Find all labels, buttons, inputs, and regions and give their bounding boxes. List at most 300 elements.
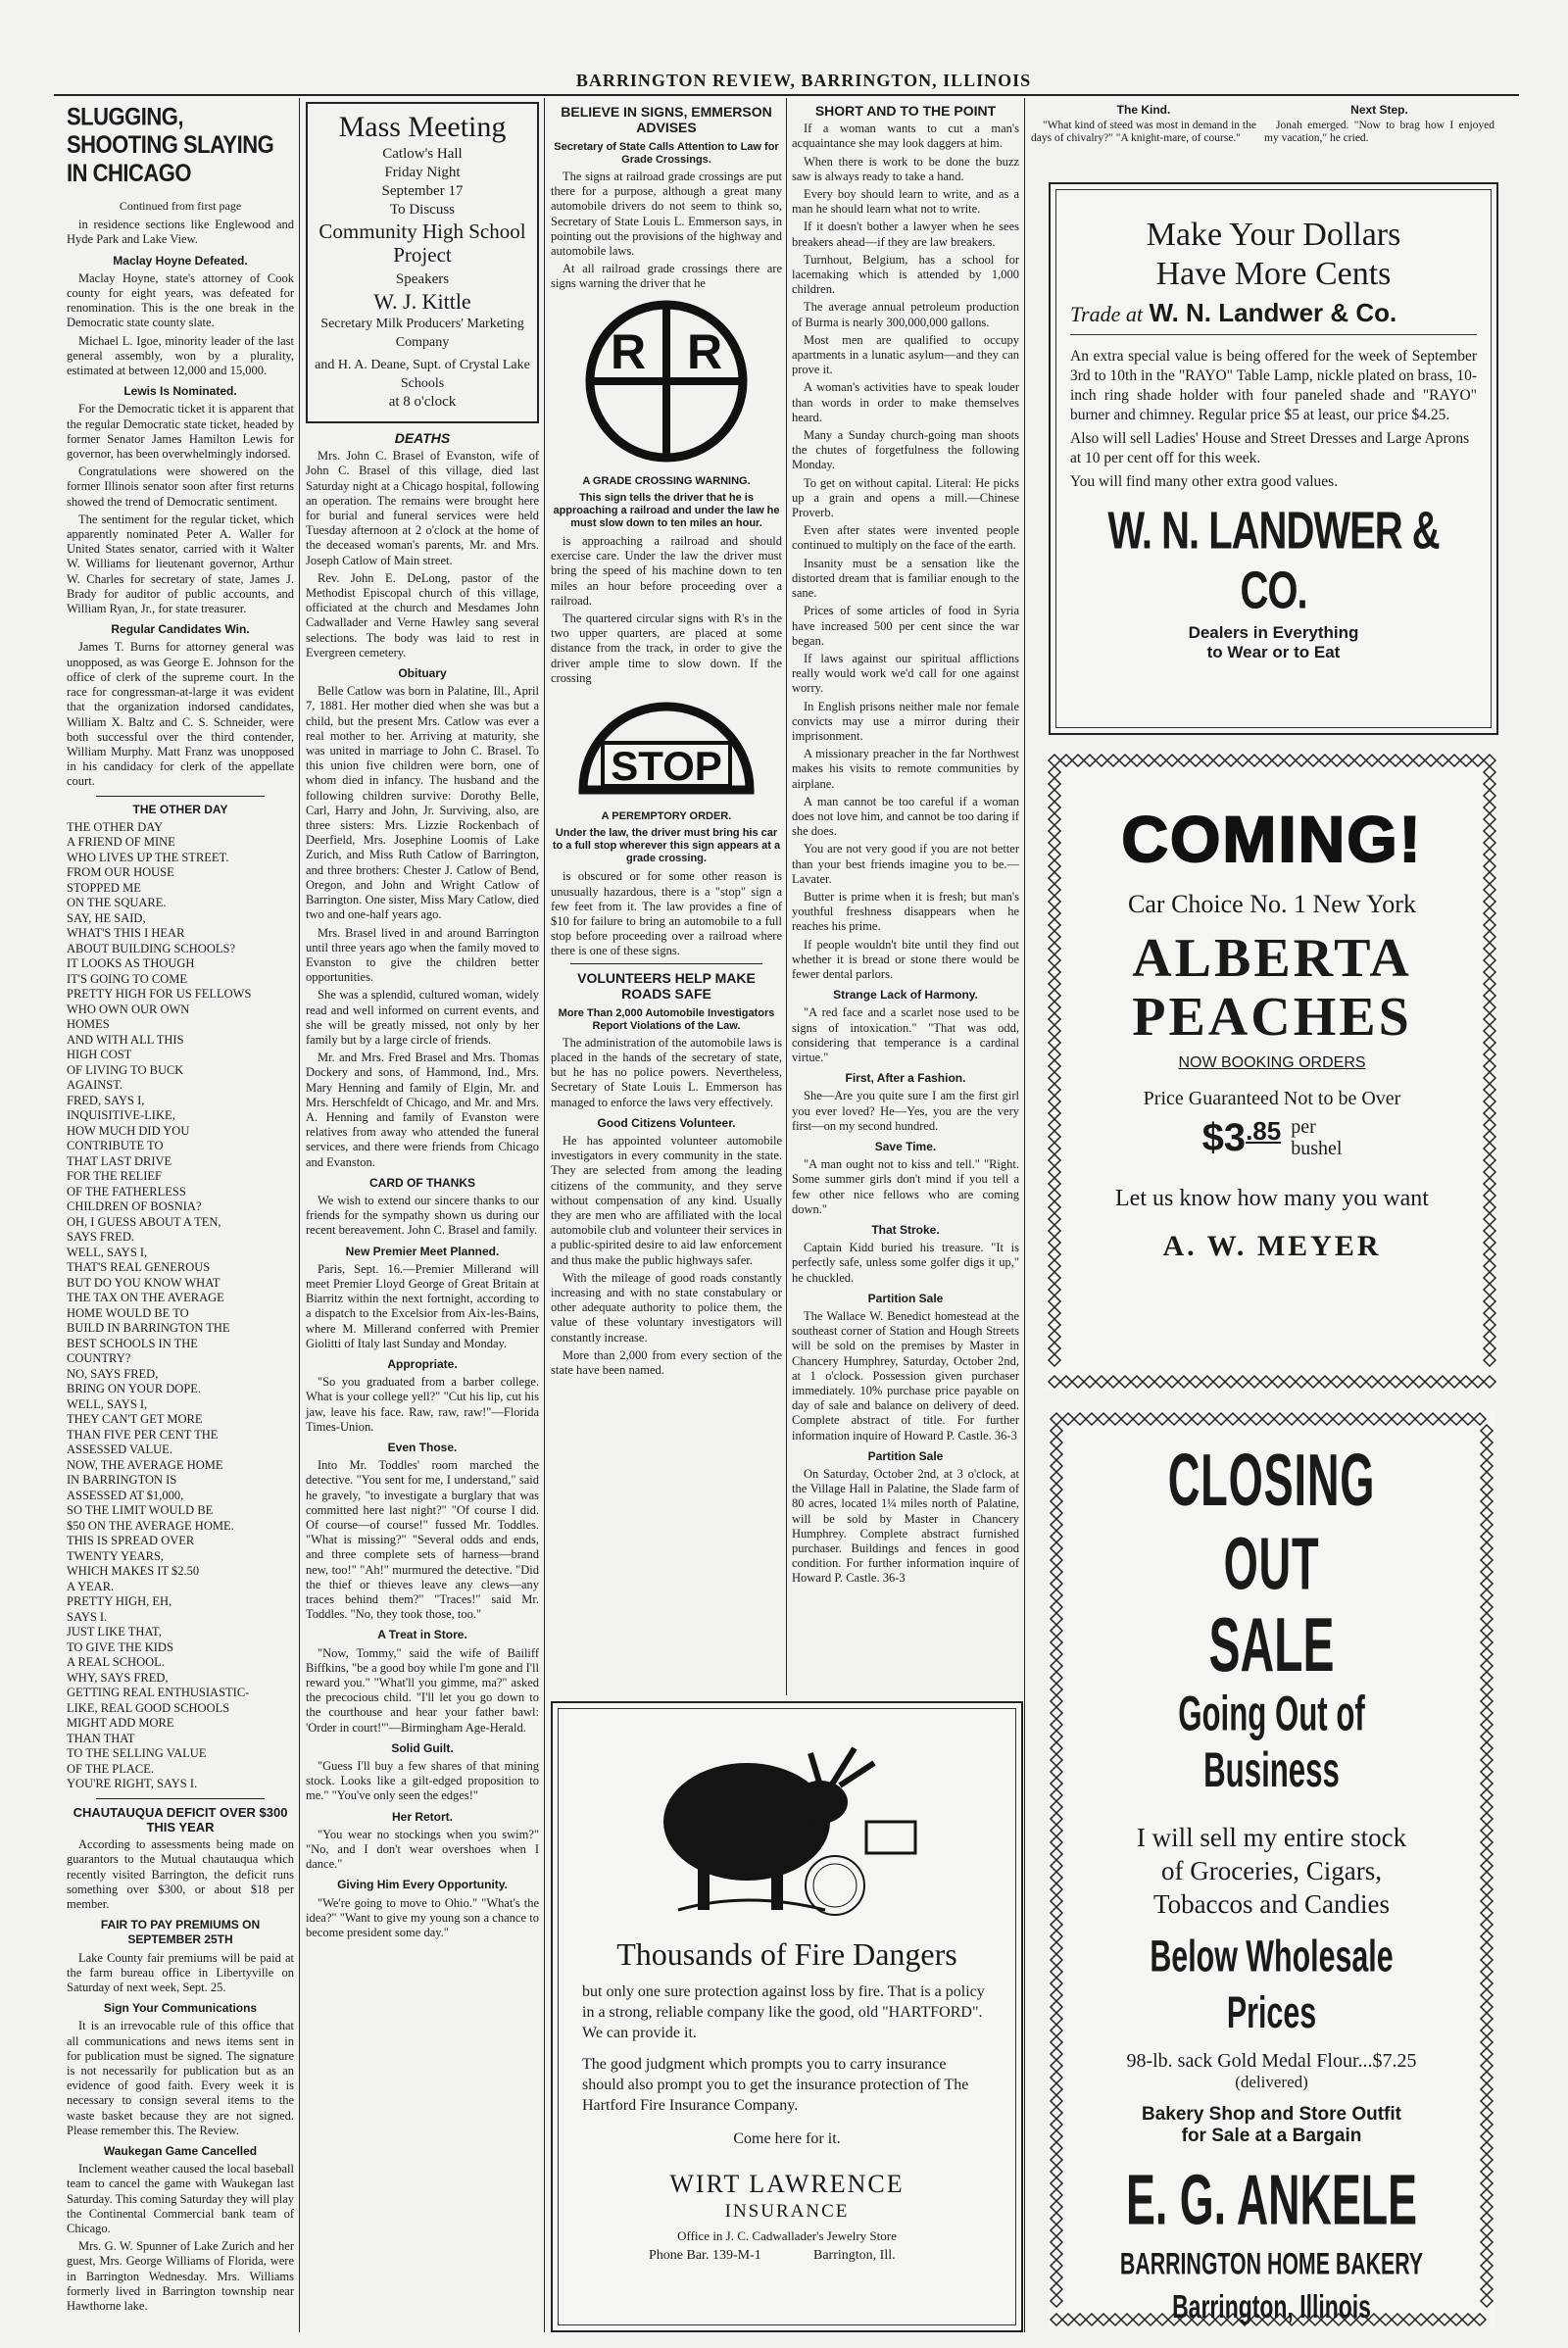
- border-diamond: [1074, 2314, 1086, 2325]
- border-diamond: [1049, 1354, 1060, 1366]
- border-diamond: [1484, 1307, 1495, 1319]
- section-head: Her Retort.: [391, 1809, 453, 1824]
- border-diamond: [1484, 1354, 1495, 1366]
- border-diamond: [1051, 2130, 1062, 2142]
- border-diamond: [1481, 1907, 1493, 1919]
- border-diamond: [1484, 1072, 1495, 1084]
- subhead: Good Citizens Volunteer.: [597, 1115, 736, 1130]
- poem-line: THE OTHER DAY: [67, 819, 164, 834]
- border-diamond: [1133, 1413, 1145, 1425]
- border-diamond: [1121, 1413, 1133, 1425]
- bakery-line: Bakery Shop and Store Outfit: [1142, 2104, 1401, 2125]
- border-diamond: [1049, 825, 1060, 837]
- border-diamond: [1484, 978, 1495, 990]
- border-diamond: [1049, 1260, 1060, 1272]
- divider: [1070, 334, 1477, 335]
- border-diamond: [1049, 990, 1060, 1002]
- ad-headline: Make Your Dollars: [1146, 217, 1401, 253]
- peaches-head: PEACHES: [1132, 987, 1412, 1048]
- border-diamond: [1051, 2048, 1062, 2060]
- border-diamond: [1380, 1413, 1392, 1425]
- border-diamond: [1484, 884, 1495, 896]
- border-diamond: [1201, 1376, 1213, 1388]
- border-diamond: [1049, 1190, 1060, 1201]
- price-row: [1068, 1116, 1476, 1160]
- border-diamond: [1049, 1154, 1060, 1166]
- section-head: CHAUTAUQUA DEFICIT OVER $300 THIS YEAR: [73, 1804, 288, 1834]
- divider: [96, 796, 265, 797]
- section-head: Sign Your Communications: [103, 2001, 258, 2016]
- border-diamond: [1296, 1376, 1307, 1388]
- border-diamond: [1051, 1542, 1062, 1554]
- border-diamond: [1401, 755, 1413, 766]
- hartford-body: but only one sure protection against loss by fire. That is a policy in a strong, reliable company like the good, old "HARTFORD". We can provide it.: [582, 1983, 985, 2041]
- border-diamond: [1439, 2314, 1450, 2325]
- hartford-ad: [551, 1701, 1023, 2332]
- border-diamond: [1484, 802, 1495, 813]
- article-paragraph: Belle Catlow was born in Palatine, Ill., April 7, 1881. Her mother died when she was but a child, but the present Mrs. Catlow was ever a real mother to her. Arriving at maturity, she was united in marriage to John C. Brasel. To this union five children were born, one of whom died in infancy. The husband and the following children survive: Dorothy Belle, Carl, Harry and John, Jr. Surviving, also, are three sisters: Mrs. Lizzie Rockenbach of Deerfield, Mrs. Josephine Loomis of Lake Zurich, and Miss Ruth Catlow of Barrington, and three brothers: Chester J. Catlow of Bend, Oregon, and John and Wright Catlow of Barrington. One sister, Miss Mary Catlow, died two and one-half years ago.: [306, 684, 539, 922]
- border-diamond: [1481, 2295, 1493, 2307]
- border-diamond: [1354, 1376, 1366, 1388]
- border-diamond: [1051, 1684, 1062, 1695]
- border-diamond: [1049, 1037, 1060, 1049]
- border-diamond: [1051, 1883, 1062, 1895]
- border-diamond: [1481, 1637, 1493, 1648]
- border-diamond: [1156, 1413, 1168, 1425]
- poem-line: THAN THAT: [67, 1731, 135, 1745]
- short-item: The average annual petroleum production of Burma is nearly 300,000,000 gallons.: [792, 300, 1019, 329]
- article-paragraph: Jonah emerged. "Now to brag how I enjoyed my vacation," he cried.: [1264, 120, 1494, 144]
- flour-price: 98-lb. sack Gold Medal Flour...$7.25: [1126, 2050, 1417, 2072]
- border-diamond: [1143, 1376, 1154, 1388]
- coming-head: COMING!: [1121, 803, 1423, 875]
- section-head: Obituary: [398, 666, 447, 681]
- border-diamond: [1390, 755, 1401, 766]
- border-diamond: [1049, 802, 1060, 813]
- article-paragraph: Into Mr. Toddles' room marched the detective. "You sent for me, I understand," said he gravely, "to investigate a burglary that was committed here last night?" "Of course I did. Of course—of course!" fussed Mr. Toddles. "What is missing?" "Several odds and ends, and three complete sets of harness—brand new, too!" "Ah!" murmured the detective. "Did the thief or thieves leave any clews—any traces behind them?" "Traces!" said Mr. Toddles. "No, they took those, too.": [306, 1458, 539, 1622]
- border-diamond: [1051, 1895, 1062, 1907]
- border-diamond: [1225, 755, 1237, 766]
- border-diamond: [1481, 1931, 1493, 1942]
- poem-line: WHY, SAYS FRED,: [67, 1670, 169, 1685]
- article-paragraph: Mrs. G. W. Spunner of Lake Zurich and her guest, Mrs. George Williams of Florida, were in Barrington Wednesday. Mrs. Williams formerly lived in Barrington township near Hawthorne lake.: [67, 2239, 294, 2314]
- section-head: That Stroke.: [871, 1223, 940, 1238]
- border-diamond: [1049, 919, 1060, 931]
- border-diamond: [1051, 2248, 1062, 2260]
- border-diamond: [1484, 1213, 1495, 1225]
- border-diamond: [1484, 1260, 1495, 1272]
- short-item: Many a Sunday church-going man shoots the chutes of forgetfulness the following Monday.: [792, 428, 1019, 472]
- meeting-line: Friday Night: [384, 165, 461, 180]
- headline-chicago: SLUGGING, SHOOTING SLAYING IN CHICAGO: [67, 102, 274, 187]
- border-diamond: [1051, 2072, 1062, 2083]
- border-diamond: [1481, 1672, 1493, 1684]
- stop-text: STOP: [611, 743, 722, 790]
- border-diamond: [1481, 2248, 1493, 2260]
- border-diamond: [1215, 1413, 1227, 1425]
- border-diamond: [1049, 884, 1060, 896]
- border-diamond: [1331, 755, 1343, 766]
- booking: NOW BOOKING ORDERS: [1178, 1054, 1366, 1071]
- border-diamond: [1472, 755, 1484, 766]
- border-diamond: [1049, 1072, 1060, 1084]
- border-diamond: [1051, 2189, 1062, 2201]
- poem-line: BRING ON YOUR DOPE.: [67, 1382, 202, 1396]
- going-out: Going Out of Business: [1178, 1687, 1365, 1798]
- border-diamond: [1481, 1578, 1493, 1590]
- border-diamond: [1062, 1413, 1074, 1425]
- border-diamond: [1051, 2025, 1062, 2036]
- ankele-ad-content: [1070, 1431, 1473, 2324]
- short-item: In English prisons neither male nor female convicts may use a mirror during their imprisonment.: [792, 699, 1019, 743]
- article-paragraph: For the Democratic ticket it is apparent that the regular Democratic state ticket, headed by former Senator James Hamilton Lewis for governor, has been overwhelmingly indorsed.: [67, 402, 294, 462]
- border-diamond: [1345, 1413, 1356, 1425]
- border-diamond: [1049, 931, 1060, 943]
- border-diamond: [1484, 1119, 1495, 1131]
- border-diamond: [1051, 1601, 1062, 1613]
- section-head: Partition Sale: [867, 1448, 944, 1463]
- border-diamond: [1484, 1002, 1495, 1013]
- border-diamond: [1051, 1754, 1062, 1766]
- border-diamond: [1481, 1601, 1493, 1613]
- border-diamond: [1437, 755, 1448, 766]
- border-diamond: [1051, 1719, 1062, 1731]
- border-diamond: [1425, 1376, 1437, 1388]
- section-head: CARD OF THANKS: [369, 1175, 475, 1190]
- border-diamond: [1484, 1013, 1495, 1025]
- border-diamond: [1481, 1825, 1493, 1836]
- border-diamond: [1484, 778, 1495, 790]
- border-diamond: [1319, 1376, 1331, 1388]
- section-head: Next Step.: [1350, 103, 1408, 117]
- border-diamond: [1051, 2295, 1062, 2307]
- border-diamond: [1249, 755, 1260, 766]
- border-diamond: [1307, 1376, 1319, 1388]
- rr-letter-left: R: [610, 323, 647, 379]
- border-diamond: [1481, 2119, 1493, 2130]
- ad-body: An extra special value is being offered for the week of September 3rd to 10th in the "RAYO" Table Lamp, nickle plated on brass, 10-inch ring shade holder with four paneled shade and "RAYO" burner and chimney. Regular price $5 at least, our price $4.25.: [1070, 348, 1477, 423]
- border-diamond: [1107, 755, 1119, 766]
- border-diamond: [1481, 2225, 1493, 2236]
- border-diamond: [1448, 755, 1460, 766]
- article-paragraph: "A red face and a scarlet nose used to be signs of intoxication." "That was odd, considering that temperance is a cardinal virtue.": [792, 1005, 1019, 1064]
- deck: Secretary of State Calls Attention to Law for Grade Crossings.: [554, 141, 779, 166]
- border-diamond: [1051, 1695, 1062, 1707]
- border-diamond: [1481, 1754, 1493, 1766]
- border-diamond: [1051, 1872, 1062, 1883]
- border-diamond: [1051, 1848, 1062, 1860]
- border-diamond: [1049, 813, 1060, 825]
- trade-name: W. N. Landwer & Co.: [1149, 298, 1397, 327]
- border-diamond: [1474, 1413, 1486, 1425]
- border-diamond: [1484, 1272, 1495, 1284]
- border-diamond: [1481, 1789, 1493, 1801]
- section-head: The Kind.: [1116, 103, 1171, 117]
- border-diamond: [1484, 1237, 1495, 1248]
- section-head: Solid Guilt.: [391, 1740, 454, 1755]
- border-diamond: [1484, 860, 1495, 872]
- border-diamond: [1051, 1825, 1062, 1836]
- border-diamond: [1051, 1425, 1062, 1437]
- border-diamond: [1051, 1766, 1062, 1778]
- border-diamond: [1049, 1237, 1060, 1248]
- poem-line: TO GIVE THE KIDS: [67, 1639, 173, 1654]
- border-diamond: [1051, 1954, 1062, 1966]
- border-diamond: [1192, 1413, 1203, 1425]
- ad-headline: Have More Cents: [1155, 256, 1392, 292]
- poem-line: WHAT'S THIS I HEAR: [67, 926, 185, 941]
- border-diamond: [1481, 1989, 1493, 2001]
- meeting-line: Catlow's Hall: [382, 146, 463, 162]
- border-diamond: [1051, 1484, 1062, 1495]
- article-paragraph: On Saturday, October 2nd, at 3 o'clock, at the Village Hall in Palatine, the Slade farm of 80 acres, located 1¼ miles north of Palatine, will be sold by Master in Chancery Humphrey. Complete abstract furnished purchaser. Buildings and fences in good condition. For further information inquire of Howard P. Castle. 36-3: [792, 1467, 1019, 1586]
- border-diamond: [1051, 1919, 1062, 1931]
- railroad-sign-figure: [551, 298, 782, 468]
- border-diamond: [1484, 1154, 1495, 1166]
- border-diamond: [1166, 755, 1178, 766]
- border-diamond: [1484, 1225, 1495, 1237]
- border-diamond: [1481, 1978, 1493, 1989]
- poem-line: SAYS I.: [67, 1609, 108, 1624]
- border-diamond: [1051, 1672, 1062, 1684]
- article-paragraph: He has appointed volunteer automobile investigators in every community in the state. They are selected from among the leading citizens of the community, and they serve without compensation of any kind. Usually they are men who are affiliated with the local automobile club and volunteer their services in a public-spirited desire to aid law enforcement and thus make the public highways safer.: [551, 1133, 782, 1267]
- stop-sign-icon: [573, 692, 760, 800]
- border-diamond: [1333, 1413, 1345, 1425]
- border-diamond: [1051, 2272, 1062, 2283]
- border-diamond: [1154, 1376, 1166, 1388]
- poem-line: WELL, SAYS I,: [67, 1245, 148, 1259]
- short-items: [792, 122, 1019, 982]
- short-item: A woman's activities have to speak louder than words in order to make themselves heard.: [792, 380, 1019, 424]
- border-diamond: [1109, 1413, 1121, 1425]
- border-diamond: [1178, 1376, 1190, 1388]
- poem-line: HOW MUCH DID YOU: [67, 1123, 190, 1138]
- border-diamond: [1481, 1778, 1493, 1789]
- sell-line: I will sell my entire stock: [1136, 1823, 1407, 1852]
- poem-line: LIKE, REAL GOOD SCHOOLS: [67, 1700, 230, 1715]
- article-paragraph: "A man ought not to kiss and tell." "Right. Some summer girls don't mind if you tell a few other nice fellows who are coming down.": [792, 1157, 1019, 1216]
- border-diamond: [1119, 1376, 1131, 1388]
- border-diamond: [1225, 1376, 1237, 1388]
- column-1: [67, 102, 294, 2317]
- section-head: THE OTHER DAY: [132, 802, 228, 816]
- border-diamond: [1484, 1107, 1495, 1119]
- border-diamond: [1481, 1860, 1493, 1872]
- border-diamond: [1403, 1413, 1415, 1425]
- lawrence-town: Barrington, Ill.: [813, 2248, 896, 2263]
- border-diamond: [1190, 755, 1201, 766]
- hartford-come: Come here for it.: [733, 2130, 841, 2147]
- border-diamond: [1060, 755, 1072, 766]
- poem-line: TO THE SELLING VALUE: [67, 1746, 207, 1761]
- article-paragraph: Captain Kidd buried his treasure. "It is perfectly safe, unless some golfer digs it up," he chuckled.: [792, 1241, 1019, 1285]
- delivered: (delivered): [1235, 2073, 1308, 2091]
- meyer-name: A. W. MEYER: [1162, 1230, 1382, 1262]
- border-diamond: [1096, 1376, 1107, 1388]
- border-diamond: [1484, 943, 1495, 954]
- border-diamond: [1166, 1376, 1178, 1388]
- border-diamond: [1049, 1084, 1060, 1096]
- border-diamond: [1131, 755, 1143, 766]
- poem-line: A FRIEND OF MINE: [67, 835, 175, 850]
- article-paragraph: It is an irrevocable rule of this office that all communications and news items sent in for publication must be signed. The signature is not necessarily for publication but as an evidence of good faith. Every week it is necessary to consign several items to the waste basket because they are not signed. Please remember this. The Review.: [67, 2019, 294, 2137]
- border-diamond: [1484, 1131, 1495, 1143]
- lawrence-office: Office in J. C. Cadwallader's Jewelry Store: [677, 2228, 897, 2243]
- border-diamond: [1481, 1648, 1493, 1660]
- sell-line: of Groceries, Cigars,: [1161, 1856, 1382, 1885]
- poem-line: ABOUT BUILDING SCHOOLS?: [67, 941, 235, 955]
- border-diamond: [1484, 825, 1495, 837]
- meeting-speakers: Speakers: [395, 271, 450, 287]
- border-diamond: [1062, 2314, 1074, 2325]
- short-item: Turnhout, Belgium, has a school for lacemaking which is attended by 1,000 children.: [792, 252, 1019, 297]
- border-diamond: [1051, 1613, 1062, 1625]
- border-diamond: [1180, 1413, 1192, 1425]
- article-paragraph: The signs at railroad grade crossings are put there for a purpose, although a great many automobile drivers do not seem to think so, Secretary of State Louis L. Emmerson says, in pointing out the provisions of the highway and automobile laws.: [551, 170, 782, 259]
- column-rule: [544, 98, 545, 2332]
- poem-line: OF LIVING TO BUCK: [67, 1062, 184, 1077]
- border-diamond: [1484, 1376, 1495, 1388]
- border-diamond: [1484, 954, 1495, 966]
- border-diamond: [1481, 1613, 1493, 1625]
- short-item: If people wouldn't bite until they find out whether it is bread or stone there would be fewer dental parlors.: [792, 937, 1019, 981]
- border-diamond: [1481, 1554, 1493, 1566]
- border-diamond: [1450, 1413, 1462, 1425]
- border-diamond: [1354, 755, 1366, 766]
- border-diamond: [1484, 1296, 1495, 1307]
- border-diamond: [1145, 1413, 1156, 1425]
- subhead: Regular Candidates Win.: [111, 622, 250, 637]
- article-paragraph: At all railroad grade crossings there are signs warning the driver that he: [551, 262, 782, 291]
- border-diamond: [1051, 1813, 1062, 1825]
- meeting-line: September 17: [381, 183, 464, 199]
- border-diamond: [1051, 2095, 1062, 2107]
- poem-line: IT LOOKS AS THOUGH: [67, 956, 195, 971]
- article-paragraph: "Now, Tommy," said the wife of Bailiff Biffkins, "be a good boy while I'm gone and I'll reward you." "What'll you gimme, ma?" asked the precocious child. "I'll let you go down to the courthouse and hear your father bawl: 'Order in court!'"—Birmingham Age-Herald.: [306, 1645, 539, 1735]
- border-diamond: [1074, 1413, 1086, 1425]
- border-diamond: [1415, 1413, 1427, 1425]
- rr-letter-right: R: [686, 323, 723, 379]
- border-diamond: [1051, 1978, 1062, 1989]
- poem-line: FRED, SAYS I,: [67, 1093, 145, 1107]
- border-diamond: [1481, 1437, 1493, 1448]
- border-diamond: [1481, 2013, 1493, 2025]
- ankele-name: E. G. ANKELE: [1125, 2159, 1418, 2240]
- meeting-project: Community High School Project: [318, 220, 526, 267]
- border-diamond: [1051, 1660, 1062, 1672]
- short-item: You are not very good if you are not better than your best friends imagine you to be.—Lavater.: [792, 842, 1019, 886]
- border-diamond: [1049, 872, 1060, 884]
- border-diamond: [1051, 1519, 1062, 1531]
- border-diamond: [1343, 755, 1354, 766]
- border-diamond: [1272, 1376, 1284, 1388]
- article-paragraph: Mr. and Mrs. Fred Brasel and Mrs. Thomas Dockery and sons, of Hammond, Ind., Mrs. Mary Henning and family of Elgin, Mr. and Mrs. Herschfeldt of Chicago, and Mr. and Mrs. A. Henning and family of Evanston were relatives from away who attended the funeral services, and there were friends from Chicago and Evanston.: [306, 1051, 539, 1169]
- border-diamond: [1481, 1919, 1493, 1931]
- border-diamond: [1049, 896, 1060, 907]
- border-diamond: [1481, 1460, 1493, 1472]
- divider: [96, 1798, 265, 1799]
- border-diamond: [1051, 1637, 1062, 1648]
- border-diamond: [1051, 2107, 1062, 2119]
- poem-line: OF THE PLACE.: [67, 1761, 155, 1776]
- article-paragraph: Mrs. John C. Brasel of Evanston, wife of John C. Brasel of this village, died last Saturday night at a Chicago hospital, following an operation. The remains were brought here for burial and funeral services were held Tuesday afternoon at 2 o'clock at the home of the deceased woman's parents, Mr. and Mrs. Joseph Catlow of Main street.: [306, 449, 539, 567]
- article-paragraph: Rev. John E. DeLong, pastor of the Methodist Episcopal church of this village, officiated at the church and Mesdames John Cadwallader and Verne Hawley sang several selections. The body was laid to rest in Evergreen cemetery.: [306, 570, 539, 660]
- border-diamond: [1439, 1413, 1450, 1425]
- border-diamond: [1481, 1684, 1493, 1695]
- border-diamond: [1051, 1495, 1062, 1507]
- border-diamond: [1051, 1554, 1062, 1566]
- hartford-headline: Thousands of Fire Dangers: [616, 1936, 957, 1972]
- border-diamond: [1168, 1413, 1180, 1425]
- border-diamond: [1072, 1376, 1084, 1388]
- border-diamond: [1049, 1343, 1060, 1354]
- hartford-body: The good judgment which prompts you to carry insurance should also prompt you to get the insurance protection of The Hartford Fire Insurance Company.: [582, 2056, 969, 2114]
- poem-line: ASSESSED AT $1,000,: [67, 1488, 184, 1502]
- poem-line: IN BARRINGTON IS: [67, 1473, 177, 1488]
- border-diamond: [1051, 2177, 1062, 2189]
- border-diamond: [1051, 2166, 1062, 2177]
- border-diamond: [1051, 1648, 1062, 1660]
- border-diamond: [1049, 1107, 1060, 1119]
- border-diamond: [1049, 766, 1060, 778]
- short-item: Every boy should learn to write, and as a man he should learn what not to write.: [792, 187, 1019, 217]
- short-item: If laws against our spiritual afflictions really would work we'd call for one against worry.: [792, 651, 1019, 696]
- poem-line: HOME WOULD BE TO: [67, 1305, 189, 1320]
- border-diamond: [1484, 1084, 1495, 1096]
- border-diamond: [1484, 1143, 1495, 1154]
- price-cents: .85: [1246, 1116, 1282, 1146]
- other-day-poem: [67, 820, 294, 1792]
- border-diamond: [1484, 990, 1495, 1002]
- poem-line: THIS IS SPREAD OVER: [67, 1534, 195, 1548]
- border-diamond: [1484, 966, 1495, 978]
- short-item: Prices of some articles of food in Syria have increased 500 per cent since the war began.: [792, 604, 1019, 648]
- section-head: Partition Sale: [867, 1291, 944, 1305]
- border-diamond: [1484, 1060, 1495, 1072]
- short-item: Even after states were invented people continued to multiply on the face of the earth.: [792, 523, 1019, 553]
- border-diamond: [1298, 1413, 1309, 1425]
- section-head: Appropriate.: [387, 1356, 458, 1371]
- border-diamond: [1051, 2201, 1062, 2213]
- border-diamond: [1481, 1954, 1493, 1966]
- continued-note: Continued from first page: [119, 199, 242, 213]
- border-diamond: [1484, 872, 1495, 884]
- poem-line: A REAL SCHOOL.: [67, 1655, 165, 1670]
- border-diamond: [1331, 1376, 1343, 1388]
- border-diamond: [1049, 943, 1060, 954]
- border-diamond: [1366, 755, 1378, 766]
- border-diamond: [1049, 778, 1060, 790]
- border-diamond: [1203, 1413, 1215, 1425]
- article-paragraph: Lake County fair premiums will be paid at the farm bureau office in Libertyville on Saturday of next week, Sept. 25.: [67, 1950, 294, 1994]
- border-diamond: [1250, 1413, 1262, 1425]
- border-diamond: [1049, 1272, 1060, 1284]
- border-diamond: [1049, 1213, 1060, 1225]
- border-diamond: [1481, 1590, 1493, 1601]
- border-diamond: [1484, 1190, 1495, 1201]
- border-diamond: [1481, 2189, 1493, 2201]
- poem-line: IT'S GOING TO COME: [67, 971, 187, 986]
- article-paragraph: "So you graduated from a barber college. What is your college yell?" "Cut his lip, cut his jaw, leave his face. Raw, raw, raw!"—Florida Times-Union.: [306, 1375, 539, 1434]
- railroad-crossing-icon: [583, 298, 750, 465]
- article-paragraph: Congratulations were showered on the former Illinois senator soon after first returns showed the trend of Democratic sentiment.: [67, 465, 294, 509]
- poem-line: BUT DO YOU KNOW WHAT: [67, 1275, 220, 1290]
- short-item: Insanity must be a sensation like the distorted dream that is familiar enough to the sane.: [792, 556, 1019, 601]
- deck: More Than 2,000 Automobile Investigators Report Violations of the Law.: [558, 1006, 775, 1032]
- border-diamond: [1481, 1495, 1493, 1507]
- border-diamond: [1049, 1060, 1060, 1072]
- poem-line: WHICH MAKES IT $2.50: [67, 1564, 200, 1579]
